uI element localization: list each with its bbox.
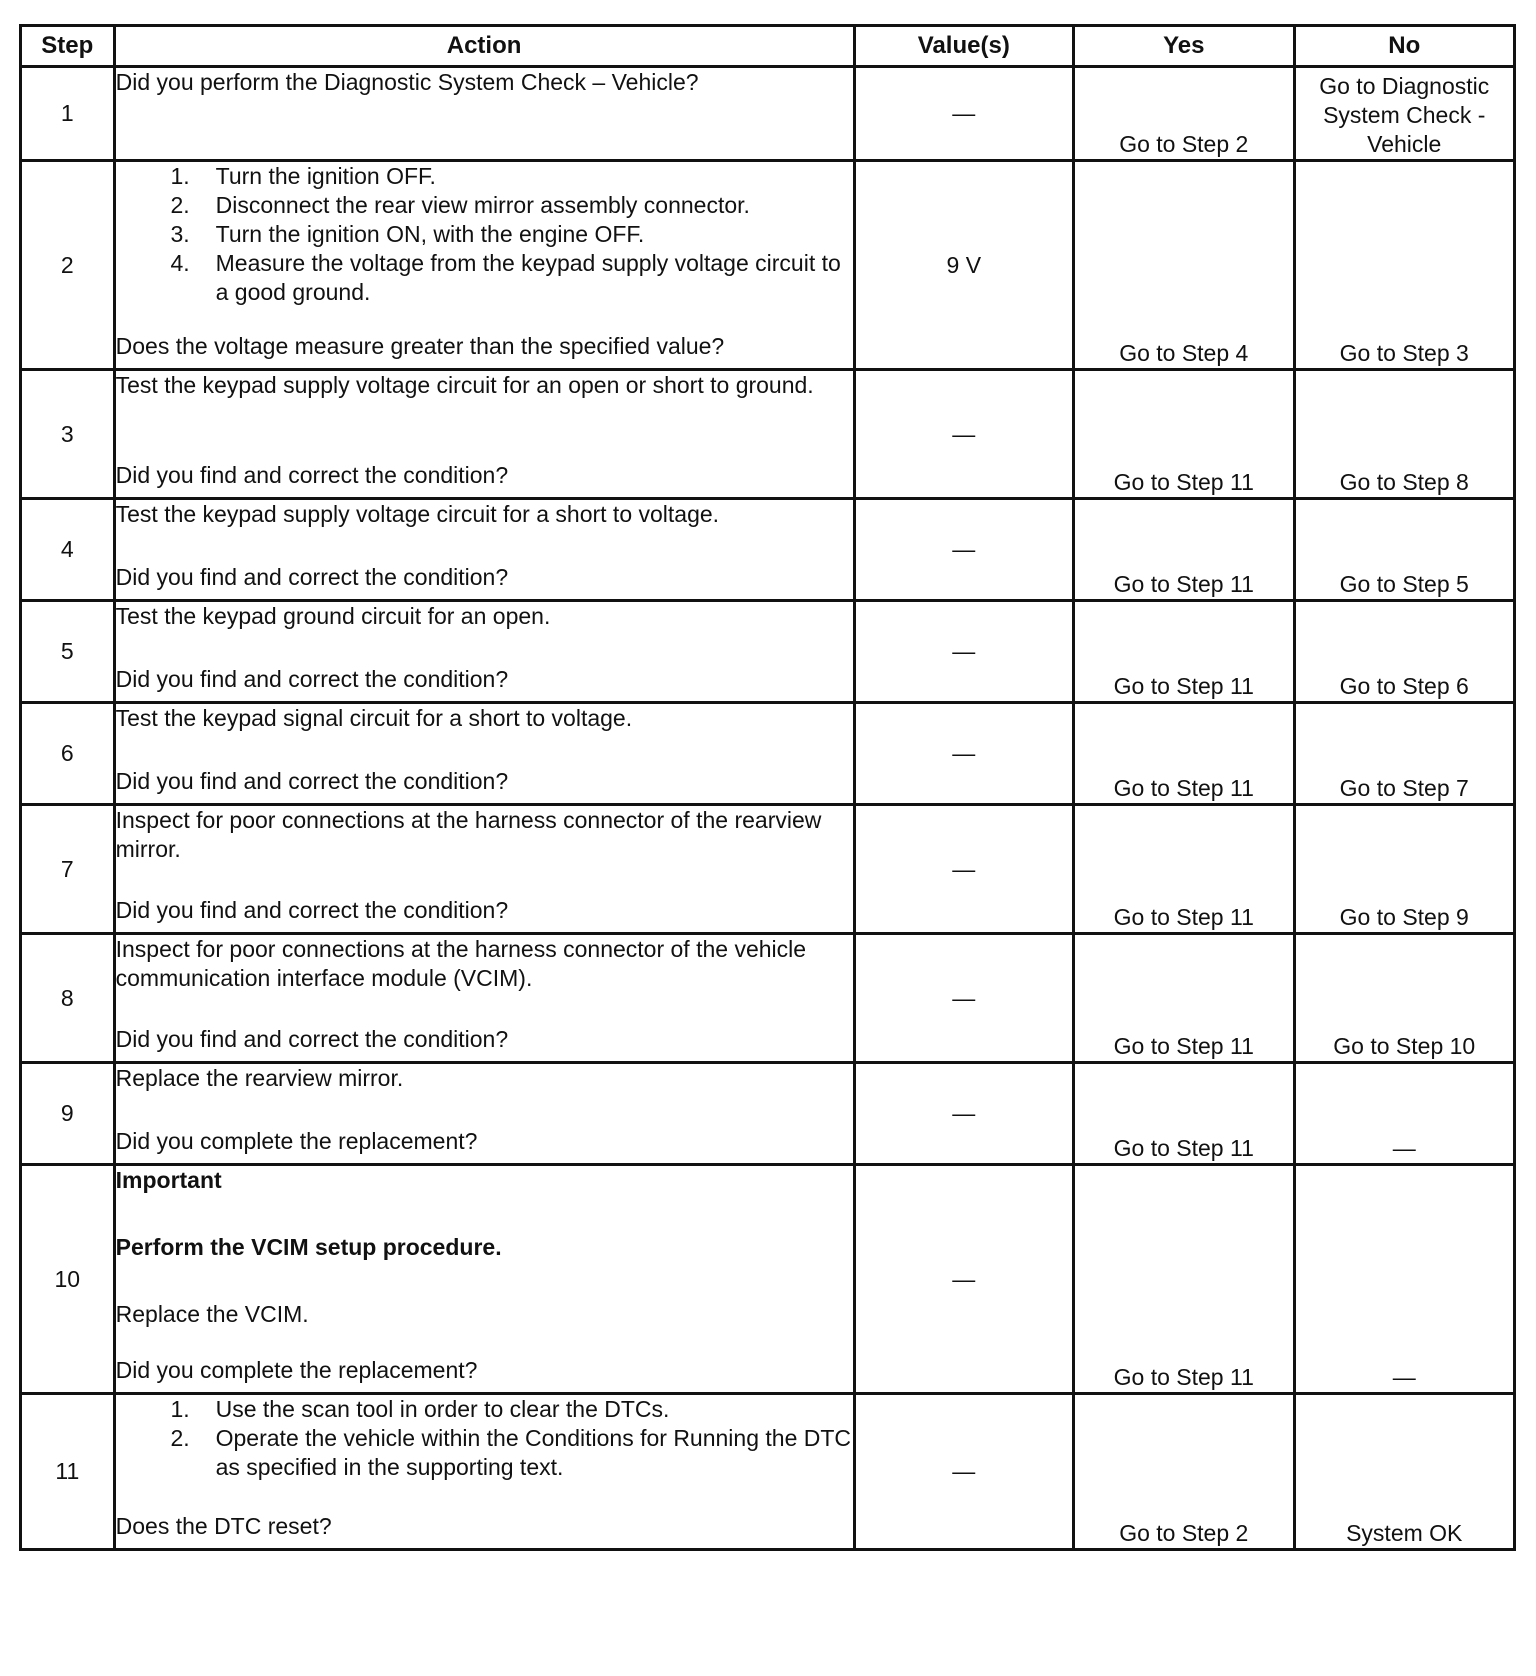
list-item-text: Turn the ignition OFF. — [215, 163, 436, 189]
action-question: Does the DTC reset? — [115, 1513, 332, 1539]
table-row — [21, 161, 1515, 370]
step-number: 11 — [21, 1394, 115, 1550]
value-cell: — — [854, 1394, 1073, 1550]
action-text: Replace the VCIM. — [115, 1301, 309, 1327]
value-cell: — — [854, 370, 1073, 499]
step-number: 8 — [21, 934, 115, 1063]
step-number: 7 — [21, 805, 115, 934]
yes-result: Go to Step 11 — [1074, 1165, 1294, 1394]
table-row — [21, 934, 1515, 1063]
yes-result: Go to Step 11 — [1074, 805, 1294, 934]
value-cell: — — [854, 601, 1073, 703]
list-item — [116, 1395, 853, 1424]
value-cell: — — [854, 499, 1073, 601]
value-cell: — — [854, 703, 1073, 805]
list-item-text: Turn the ignition ON, with the engine OFF. — [215, 221, 645, 247]
action-question: Did you complete the replacement? — [115, 1357, 478, 1383]
action-content — [116, 704, 853, 796]
action-question: Does the voltage measure greater than the specified value? — [115, 333, 725, 359]
procedure-list — [116, 162, 853, 307]
yes-result: Go to Step 11 — [1074, 601, 1294, 703]
action-question: Did you find and correct the condition? — [115, 666, 509, 692]
no-result: System OK — [1294, 1394, 1515, 1550]
list-item-text: Measure the voltage from the keypad supply voltage circuit to a good ground. — [215, 250, 841, 305]
no-result: Go to Step 7 — [1294, 703, 1515, 805]
value-cell: — — [854, 1165, 1073, 1394]
list-item-number: 1. — [170, 163, 190, 189]
yes-result: Go to Step 11 — [1074, 1063, 1294, 1165]
spacer — [116, 1195, 853, 1233]
step-number: 4 — [21, 499, 115, 601]
action-question: Did you find and correct the condition? — [115, 897, 509, 923]
action-cell — [114, 499, 854, 601]
table-row — [21, 67, 1515, 161]
action-content — [116, 1064, 853, 1156]
action-text: Did you perform the Diagnostic System Check – Vehicle? — [115, 69, 699, 95]
header-step: Step — [21, 26, 115, 67]
action-body — [116, 1166, 853, 1329]
action-body — [116, 1064, 853, 1093]
no-result: — — [1294, 1063, 1515, 1165]
list-item-number: 2. — [170, 1425, 190, 1451]
action-question: Did you complete the replacement? — [115, 1128, 478, 1154]
action-content — [116, 68, 853, 150]
yes-result: Go to Step 11 — [1074, 499, 1294, 601]
header-yes: Yes — [1074, 26, 1294, 67]
no-result: Go to Step 10 — [1294, 934, 1515, 1063]
action-cell — [114, 1394, 854, 1550]
step-number: 5 — [21, 601, 115, 703]
yes-result: Go to Step 11 — [1074, 934, 1294, 1063]
important-note: Perform the VCIM setup procedure. — [115, 1234, 502, 1260]
diagnostic-table — [19, 24, 1516, 1551]
table-row — [21, 1063, 1515, 1165]
action-text: Inspect for poor connections at the harness connector of the vehicle communication interface module (VCIM). — [115, 936, 807, 991]
procedure-list — [116, 1395, 853, 1482]
no-result: Go to Step 3 — [1294, 161, 1515, 370]
header-value: Value(s) — [854, 26, 1073, 67]
action-text: Test the keypad signal circuit for a short to voltage. — [115, 705, 633, 731]
yes-result: Go to Step 11 — [1074, 703, 1294, 805]
action-content — [116, 162, 853, 361]
action-body — [116, 500, 853, 529]
action-body — [116, 162, 853, 307]
action-cell — [114, 703, 854, 805]
step-number: 10 — [21, 1165, 115, 1394]
important-heading: Important — [115, 1167, 222, 1193]
header-action: Action — [114, 26, 854, 67]
value-cell: — — [854, 67, 1073, 161]
action-cell — [114, 1165, 854, 1394]
list-item — [116, 162, 853, 191]
action-cell — [114, 67, 854, 161]
step-number: 6 — [21, 703, 115, 805]
no-result: Go to Step 6 — [1294, 601, 1515, 703]
action-body — [116, 806, 853, 864]
table-row — [21, 1165, 1515, 1394]
action-content — [116, 500, 853, 592]
step-number: 9 — [21, 1063, 115, 1165]
action-content — [116, 935, 853, 1054]
header-no: No — [1294, 26, 1515, 67]
action-cell — [114, 934, 854, 1063]
action-cell — [114, 805, 854, 934]
table-row — [21, 370, 1515, 499]
action-text: Replace the rearview mirror. — [115, 1065, 404, 1091]
list-item — [116, 191, 853, 220]
value-cell: — — [854, 805, 1073, 934]
action-body — [116, 68, 853, 97]
action-body — [116, 602, 853, 631]
action-body — [116, 704, 853, 733]
table-row — [21, 1394, 1515, 1550]
list-item-number: 2. — [170, 192, 190, 218]
table-row — [21, 703, 1515, 805]
action-question: Did you find and correct the condition? — [115, 768, 509, 794]
no-result: Go to Step 5 — [1294, 499, 1515, 601]
action-body — [116, 1395, 853, 1482]
value-cell: 9 V — [854, 161, 1073, 370]
list-item — [116, 220, 853, 249]
step-number: 3 — [21, 370, 115, 499]
yes-result: Go to Step 4 — [1074, 161, 1294, 370]
step-number: 1 — [21, 67, 115, 161]
action-question: Did you find and correct the condition? — [115, 564, 509, 590]
header-row — [21, 26, 1515, 67]
list-item-text: Operate the vehicle within the Conditions for Running the DTC as specified in the supporting text. — [215, 1425, 852, 1480]
action-question: Did you find and correct the condition? — [115, 1026, 509, 1052]
action-cell — [114, 1063, 854, 1165]
no-result: — — [1294, 1165, 1515, 1394]
list-item-number: 4. — [170, 250, 190, 276]
list-item — [116, 1424, 853, 1482]
spacer — [116, 1262, 853, 1300]
action-content — [116, 806, 853, 925]
list-item-text: Use the scan tool in order to clear the DTCs. — [215, 1396, 670, 1422]
action-content — [116, 371, 853, 490]
table-row — [21, 499, 1515, 601]
list-item — [116, 249, 853, 307]
action-question: Did you find and correct the condition? — [115, 462, 509, 488]
action-cell — [114, 370, 854, 499]
action-content — [116, 1395, 853, 1541]
yes-result: Go to Step 2 — [1074, 1394, 1294, 1550]
action-text: Inspect for poor connections at the harness connector of the rearview mirror. — [115, 807, 822, 862]
action-text: Test the keypad supply voltage circuit for an open or short to ground. — [115, 372, 814, 398]
table-row — [21, 601, 1515, 703]
no-result: Go to Step 8 — [1294, 370, 1515, 499]
table-row — [21, 805, 1515, 934]
yes-result: Go to Step 2 — [1074, 67, 1294, 161]
action-content — [116, 1166, 853, 1385]
list-item-text: Disconnect the rear view mirror assembly connector. — [215, 192, 750, 218]
list-item-number: 1. — [170, 1396, 190, 1422]
no-result: Go to Step 9 — [1294, 805, 1515, 934]
step-number: 2 — [21, 161, 115, 370]
action-cell — [114, 601, 854, 703]
action-body — [116, 935, 853, 993]
action-cell — [114, 161, 854, 370]
action-content — [116, 602, 853, 694]
no-result: Go to Diagnostic System Check - Vehicle — [1294, 67, 1515, 161]
value-cell: — — [854, 934, 1073, 1063]
action-text: Test the keypad supply voltage circuit for a short to voltage. — [115, 501, 720, 527]
value-cell: — — [854, 1063, 1073, 1165]
action-text: Test the keypad ground circuit for an open. — [115, 603, 551, 629]
yes-result: Go to Step 11 — [1074, 370, 1294, 499]
action-body — [116, 371, 853, 400]
list-item-number: 3. — [170, 221, 190, 247]
